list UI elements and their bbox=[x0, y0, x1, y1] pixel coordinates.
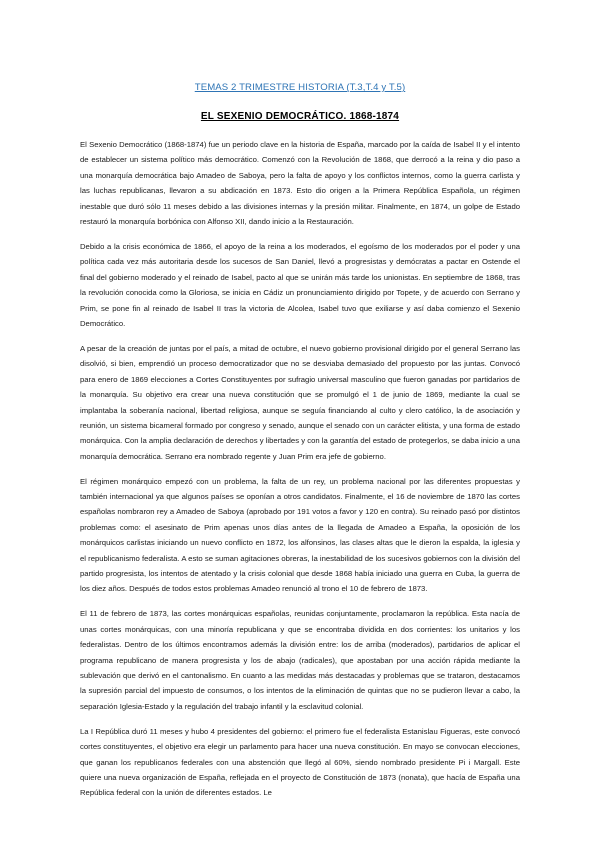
document-title: TEMAS 2 TRIMESTRE HISTORIA (T.3,T.4 y T.5) bbox=[194, 82, 406, 93]
paragraph-4: El régimen monárquico empezó con un problema, la falta de un rey, un problema nacional por las diferentes propuestas y también internacional ya que algunos países se oponían a otros candidatos. Finalmente, el 16 de noviembre de 1870 las cortes españolas nombraron rey a Amadeo de Saboya (aprobado por 191 votos a favor y 120 en contra). Su reinado pasó por distintos problemas como: el asesinato de Prim apenas unos días antes de la llegada de Amadeo a España, la oposición de los monárquicos carlistas iniciando un nuevo conflicto en 1872, los alfonsinos, las clases altas que le dieron la espalda, la iglesia y el republicanismo federalista. A esto se suman agitaciones obreras, la inestabilidad de los sucesivos gobiernos con la división del partido progresista, los intentos de atentado y la crisis colonial que desde 1868 había iniciado una guerra en Cuba, la guerra de los diez años. Después de todos estos problemas Amadeo renunció al trono el 10 de febrero de 1873. bbox=[80, 476, 520, 594]
body-text bbox=[80, 137, 520, 810]
paragraph-6: La I República duró 11 meses y hubo 4 presidentes del gobierno: el primero fue el federalista Estanislau Figueras, este convocó cortes constituyentes, el objetivo era elegir un parlamento para hacer una nueva constitución. En mayo se convocan elecciones, que ganan los republicanos federales con una abstención que llegó al 60%, siendo nombrado presidente Pi i Margall. Este quiere una nueva organización de España, reflejada en el proyecto de Constitución de 1873 (nonata), que hacía de España una República federal con la unión de diferentes estados. Le bbox=[80, 726, 520, 798]
paragraph-1: El Sexenio Democrático (1868-1874) fue un periodo clave en la historia de España, marcado por la caída de Isabel II y el intento de establecer un sistema político más democrático. Comenzó con la Revolución de 1868, que derrocó a la reina y dio paso a una monarquía democrática bajo Amadeo de Saboya, pero la falta de apoyo y los conflictos internos, como la guerra carlista y las luchas republicanas, llevaron a su abdicación en 1873. Esto dio origen a la Primera República Española, un régimen inestable que duró sólo 11 meses debido a las divisiones internas y la presión militar. Finalmente, en 1874, un golpe de Estado restauró la monarquía borbónica con Alfonso XII, dando inicio a la Restauración. bbox=[80, 140, 520, 227]
paragraph-2: Debido a la crisis económica de 1866, el apoyo de la reina a los moderados, el egoísmo de los moderados por el poder y una política cada vez más autoritaria desde los sucesos de San Daniel, llevó a progresistas y demócratas a pactar en Ostende el final del gobierno moderado y el reinado de Isabel, pacto al que se unirán más tarde los unionistas. En septiembre de 1868, tras la revolución conocida como la Gloriosa, se inicia en Cádiz un pronunciamiento dirigido por Topete, y de acuerdo con Serrano y Prim, se pone fin al reinado de Isabel II tras la victoria de Alcolea, Isabel tuvo que exiliarse y así daba comienzo el Sexenio Democrático. bbox=[80, 241, 520, 328]
paragraph-5: El 11 de febrero de 1873, las cortes monárquicas españolas, reunidas conjuntamente, proclamaron la república. Esta nacía de unas cortes monárquicas, con una minoría republicana y que se encontraba dividida en dos corrientes: los unitarios y los federalistas. Dentro de los últimos encontramos además la división entre: los de arriba (moderados), partidarios de aplicar el programa republicano de manera progresista y los de abajo (radicales), que apostaban por una acción rápida mediante la sublevación que derivó en el cantonalismo. En cuanto a las medidas más destacadas y problemas que se trataron, destacamos la supresión parcial del impuesto de consumos, o los intentos de la eliminación de quintas que no se pudieron llevar a cabo, la separación Iglesia-Estado y la regulación del trabajo infantil y la esclavitud colonial. bbox=[80, 609, 520, 711]
section-heading: EL SEXENIO DEMOCRÁTICO. 1868-1874 bbox=[200, 111, 400, 122]
paragraph-3: A pesar de la creación de juntas por el país, a mitad de octubre, el nuevo gobierno provisional dirigido por el general Serrano las disolvió, si bien, emprendió un proceso democratizador que no se desviaba demasiado del propuesto por las juntas. Convocó para enero de 1869 elecciones a Cortes Constituyentes por sufragio universal masculino que fueron ganadas por partidarios de la monarquía. Su objetivo era crear una nueva constitución que se promulgó el 1 de junio de 1869, mediante la cual se implantaba la soberanía nacional, libertad religiosa, aunque se seguía financiando al culto y clero católico, la de asociación y reunión, un sistema bicameral formado por congreso y senado, aunque el senado con un carácter elitista, y una forma de estado monárquica. Con la amplia declaración de derechos y libertades y con la garantía del estado de protegerlos, se daba inicio a una monarquía democrática. Serrano era nombrado regente y Juan Prim era jefe de gobierno. bbox=[80, 343, 520, 461]
